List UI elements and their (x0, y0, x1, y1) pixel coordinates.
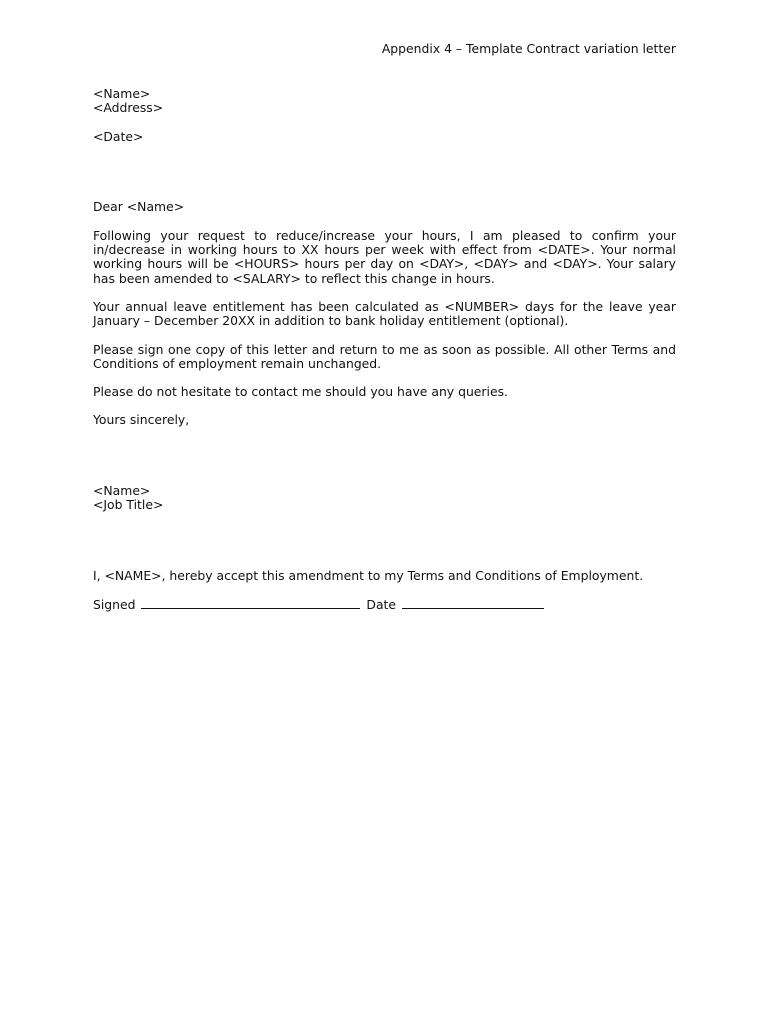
signed-label: Signed (93, 597, 136, 612)
sender-name: <Name> (93, 483, 151, 498)
sender-job-title: <Job Title> (93, 497, 164, 513)
paragraph-queries: Please do not hesitate to contact me should you have any queries. (93, 384, 508, 399)
appendix-title: Appendix 4 – Template Contract variation letter (381, 41, 676, 56)
recipient-address: <Address> (93, 100, 164, 116)
paragraph-hours-change: Following your request to reduce/increase your hours, I am pleased to confirm your in/decrease in working hours to XX hours per week with effect from <DATE>. Your normal working hours will be <HOURS> hours per day on <DAY>, <DAY> and <DAY>. Your salary has been amended to <SALARY> to reflect this change in hours. (93, 228, 676, 286)
sender-block (93, 484, 676, 512)
date-label: Date (366, 597, 397, 612)
recipient-block (93, 87, 676, 115)
salutation: Dear <Name> (93, 199, 185, 214)
paragraph-sign-copy: Please sign one copy of this letter and return to me as soon as possible. All other Terms and Conditions of employment remain unchanged. (93, 342, 676, 372)
closing: Yours sincerely, (93, 412, 190, 427)
signature-line (93, 597, 676, 612)
recipient-name: <Name> (93, 86, 151, 101)
paragraph-annual-leave: Your annual leave entitlement has been calculated as <NUMBER> days for the leave year January – December 20XX in addition to bank holiday entitlement (optional). (93, 299, 676, 329)
letter-date: <Date> (93, 129, 144, 144)
signature-blank (141, 597, 360, 609)
date-blank (402, 597, 544, 609)
acceptance-statement: I, <NAME>, hereby accept this amendment to my Terms and Conditions of Employment. (93, 568, 644, 583)
